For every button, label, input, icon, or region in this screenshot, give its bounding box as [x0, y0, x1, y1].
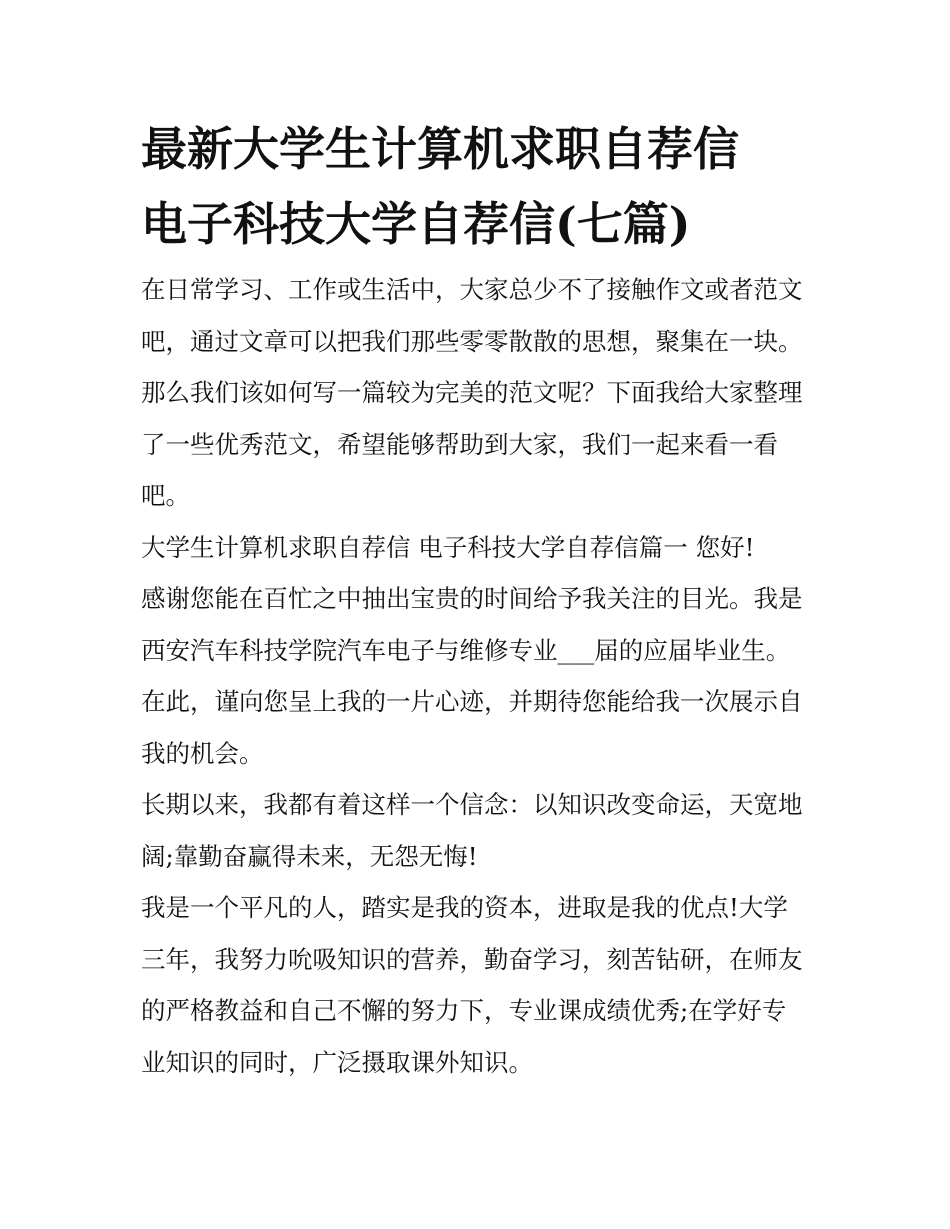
text-line: 了一些优秀范文，希望能够帮助到大家，我们一起来看一看	[141, 429, 778, 459]
text-line: 三年，我努力吮吸知识的营养，勤奋学习，刻苦钻研，在师友	[141, 944, 803, 974]
text-line: 阔;靠勤奋赢得未来，无怨无悔!	[141, 841, 478, 871]
text-line: 长期以来，我都有着这样一个信念：以知识改变命运，天宽地	[141, 790, 803, 819]
title-line: 最新大学生计算机求职自荐信	[141, 122, 739, 176]
text-line: 大学生计算机求职自荐信 电子科技大学自荐信篇一 您好!	[141, 532, 755, 562]
section-heading-paragraph	[141, 522, 813, 574]
body-paragraph	[141, 779, 813, 882]
body-paragraph	[141, 882, 813, 1088]
document-page	[141, 112, 813, 1088]
text-line: 我是一个平凡的人，踏实是我的资本，进取是我的优点!大学	[141, 893, 788, 922]
text-line: 那么我们该如何写一篇较为完美的范文呢？下面我给大家整理	[141, 378, 803, 407]
text-line: 西安汽车科技学院汽车电子与维修专业___届的应届毕业生。	[141, 635, 791, 665]
text-line: 吧。	[141, 481, 190, 510]
body-paragraph	[141, 573, 813, 779]
title-line: 电子科技大学自荐信(七篇)	[141, 197, 691, 251]
intro-paragraph	[141, 264, 813, 522]
text-line: 吧，通过文章可以把我们那些零零散散的思想，聚集在一块。	[141, 326, 803, 356]
text-line: 在日常学习、工作或生活中，大家总少不了接触作文或者范文	[141, 275, 803, 304]
text-line: 在此，谨向您呈上我的一片心迹，并期待您能给我一次展示自	[141, 687, 803, 716]
document-title	[141, 112, 813, 262]
document-body	[141, 264, 813, 1088]
text-line: 业知识的同时，广泛摄取课外知识。	[141, 1047, 533, 1077]
text-line: 感谢您能在百忙之中抽出宝贵的时间给予我关注的目光。我是	[141, 584, 803, 613]
text-line: 的严格教益和自己不懈的努力下，专业课成绩优秀;在学好专	[141, 996, 787, 1025]
text-line: 我的机会。	[141, 738, 264, 768]
